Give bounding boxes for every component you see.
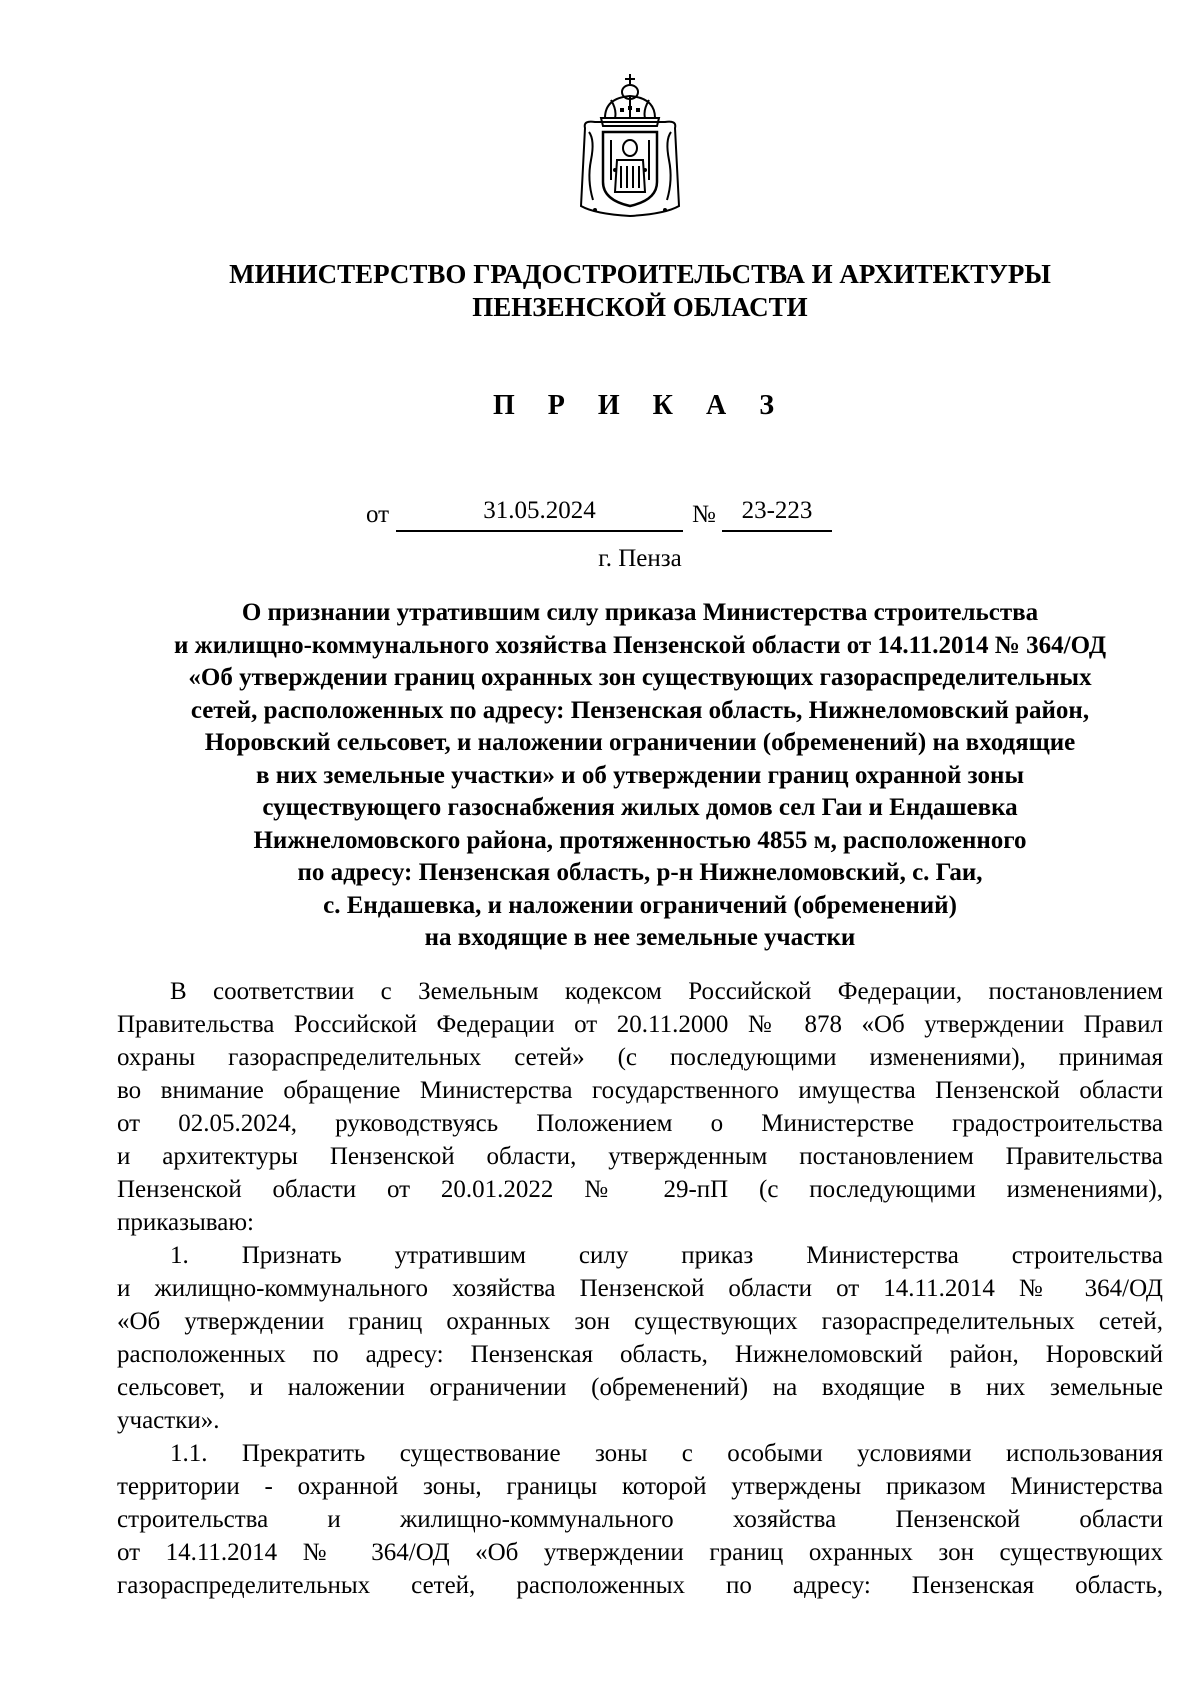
body-line: от 14.11.2014 № 364/ОД «Об утверждении границ охранных зон существующих	[117, 1539, 1163, 1566]
body-line: приказываю:	[117, 1209, 254, 1236]
ministry-line-2: ПЕНЗЕНСКОЙ ОБЛАСТИ	[472, 292, 808, 322]
document-number: 23-223	[722, 497, 832, 532]
ministry-line-1: МИНИСТЕРСТВО ГРАДОСТРОИТЕЛЬСТВА И АРХИТЕКТУРЫ	[229, 259, 1051, 289]
date-prefix: от	[366, 501, 390, 528]
body-line: газораспределительных сетей, расположенных по адресу: Пензенская область,	[117, 1572, 1163, 1599]
body-line: сельсовет, и наложении ограничении (обременений) на входящие в них земельные	[117, 1374, 1163, 1401]
title-line: О признании утратившим силу приказа Министерства строительства	[241, 599, 1039, 626]
document-type: П Р И К А З	[493, 390, 787, 421]
title-line: с. Ендашевка, и наложении ограничений (обременений)	[323, 891, 957, 919]
body-line: Пензенской области от 20.01.2022 № 29-пП (с последующими изменениями),	[117, 1176, 1163, 1203]
city: г. Пенза	[598, 545, 682, 572]
title-line: и жилищно-коммунального хозяйства Пензенской области от 14.11.2014 № 364/ОД	[173, 631, 1107, 659]
title-line: по адресу: Пензенская область, р-н Нижнеломовский, с. Гаи,	[297, 859, 983, 886]
title-line: Норовский сельсовет, и наложении ограничении (обременений) на входящие	[204, 729, 1076, 756]
body-line: строительства и жилищно-коммунального хозяйства Пензенской области	[117, 1506, 1163, 1533]
title-line: на входящие в нее земельные участки	[424, 924, 856, 951]
body-line: во внимание обращение Министерства государственного имущества Пензенской области	[117, 1077, 1163, 1104]
body-line: В соответствии с Земельным кодексом Российской Федерации, постановлением	[170, 978, 1163, 1005]
document-title	[130, 597, 1150, 955]
body-line: расположенных по адресу: Пензенская область, Нижнеломовский район, Норовский	[117, 1341, 1163, 1368]
body-line: охраны газораспределительных сетей» (с последующими изменениями), принимая	[117, 1044, 1163, 1071]
document-date: 31.05.2024	[396, 497, 683, 532]
title-line: существующего газоснабжения жилых домов сел Гаи и Ендашевка	[262, 794, 1018, 821]
body-line: и архитектуры Пензенской области, утвержденным постановлением Правительства	[117, 1143, 1163, 1170]
title-line: Нижнеломовского района, протяженностью 4855 м, расположенного	[253, 826, 1027, 854]
document-body	[117, 975, 1163, 1602]
title-line: «Об утверждении границ охранных зон существующих газораспределительных	[188, 664, 1092, 691]
title-line: в них земельные участки» и об утверждении границ охранной зоны	[256, 761, 1024, 789]
body-line: участки».	[117, 1407, 220, 1434]
body-line: 1.1. Прекратить существование зоны с особыми условиями использования	[170, 1440, 1163, 1467]
body-line: Правительства Российской Федерации от 20.11.2000 № 878 «Об утверждении Правил	[117, 1011, 1163, 1038]
body-line: от 02.05.2024, руководствуясь Положением о Министерстве градостроительства	[117, 1110, 1163, 1137]
coat-of-arms-emblem	[565, 70, 695, 220]
title-line: сетей, расположенных по адресу: Пензенская область, Нижнеломовский район,	[190, 696, 1090, 724]
number-prefix: №	[692, 501, 716, 528]
body-line: территории - охранной зоны, границы которой утверждены приказом Министерства	[117, 1473, 1163, 1500]
body-line: и жилищно-коммунального хозяйства Пензенской области от 14.11.2014 № 364/ОД	[117, 1275, 1163, 1302]
date-number-row	[0, 497, 1200, 533]
ministry-name	[0, 258, 1200, 324]
body-line: «Об утверждении границ охранных зон существующих газораспределительных сетей,	[117, 1308, 1163, 1335]
body-line: 1. Признать утратившим силу приказ Министерства строительства	[170, 1242, 1163, 1269]
